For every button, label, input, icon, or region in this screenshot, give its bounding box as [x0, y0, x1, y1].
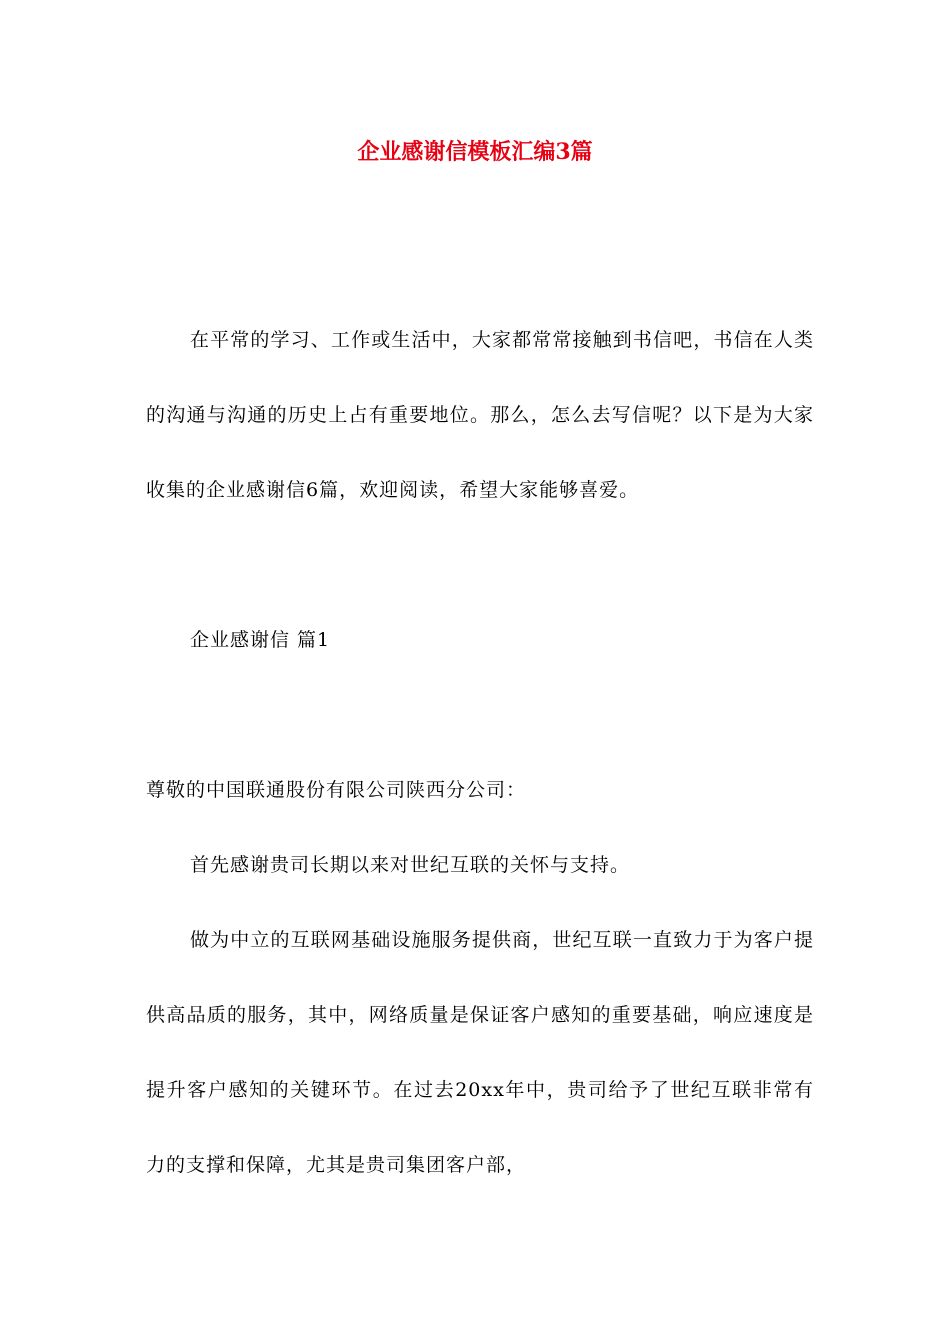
section-heading: 企业感谢信 篇1: [190, 629, 331, 651]
letter-salutation: 尊敬的中国联通股份有限公司陕西分公司：: [146, 779, 527, 801]
letter-paragraph-2: 做为中立的互联网基础设施服务提供商，世纪互联一直致力于为客户提供高品质的服务，其中，网络质量是保证客户感知的重要基础，响应速度是提升客户感知的关键环节。在过去20xx年中，贵司给予了世纪互联非常有力的支撑和保障，尤其是贵司集团客户部，: [146, 929, 814, 1176]
letter-paragraph-1: 首先感谢贵司长期以来对世纪互联的关怀与支持。: [190, 854, 631, 876]
intro-paragraph: 在平常的学习、工作或生活中，大家都常常接触到书信吧，书信在人类的沟通与沟通的历史上占有重要地位。那么，怎么去写信呢？以下是为大家收集的企业感谢信6篇，欢迎阅读，希望大家能够喜爱。: [146, 329, 814, 501]
document-title: 企业感谢信模板汇编3篇: [357, 139, 593, 165]
